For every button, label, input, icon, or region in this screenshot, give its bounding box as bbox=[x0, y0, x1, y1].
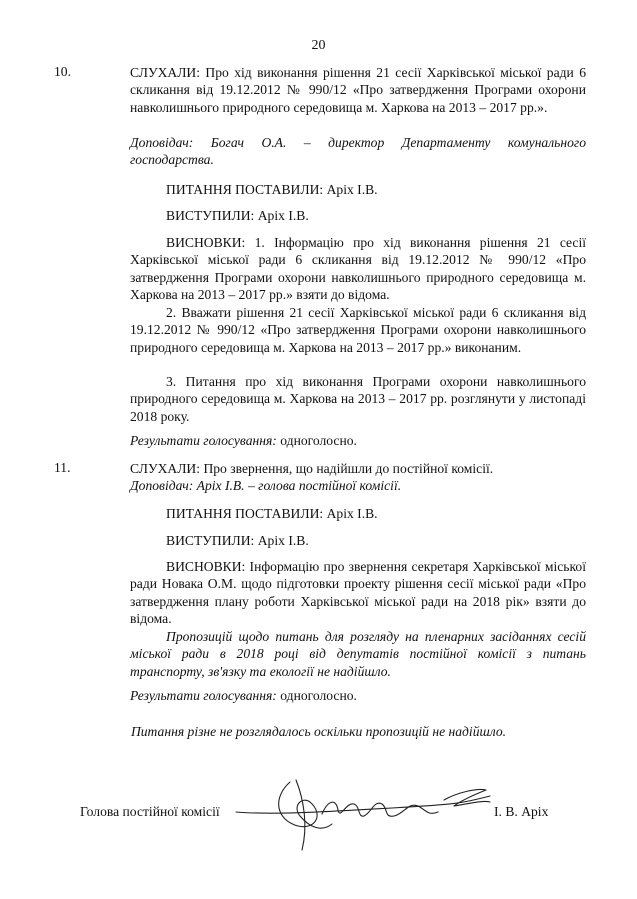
spoke-line bbox=[166, 532, 586, 549]
heard-paragraph bbox=[130, 460, 586, 477]
page-number: 20 bbox=[311, 38, 326, 53]
reporter-label: Доповідач: bbox=[130, 135, 194, 150]
vote-line bbox=[130, 432, 586, 449]
spoke-line bbox=[166, 207, 586, 224]
conclusion-paragraph bbox=[130, 234, 586, 304]
raised-text: Аріх І.В. bbox=[326, 506, 378, 521]
heard-label: СЛУХАЛИ: bbox=[130, 461, 201, 476]
spoke-text: Аріх І.В. bbox=[257, 533, 309, 548]
vote-line bbox=[130, 687, 586, 704]
raised-label: ПИТАННЯ ПОСТАВИЛИ: bbox=[166, 182, 324, 197]
conclusions-label: ВИСНОВКИ: bbox=[166, 559, 246, 574]
heard-label: СЛУХАЛИ: bbox=[130, 65, 201, 80]
raised-line bbox=[166, 505, 586, 522]
reporter-text: Аріх І.В. – голова постійної комісії. bbox=[196, 478, 402, 493]
raised-text: Аріх І.В. bbox=[326, 182, 378, 197]
raised-label: ПИТАННЯ ПОСТАВИЛИ: bbox=[166, 506, 324, 521]
vote-label: Результати голосування: bbox=[130, 433, 277, 448]
conclusion-paragraph: 3. Питання про хід виконання Програми охорони навколишнього природного середовища м. Харкова на 2013 – 2017 рр. розглянути у листопаді 2018 року. bbox=[130, 374, 586, 424]
conclusion-text: Інформацію про звернення секретаря Харківської міської ради Новака О.М. щодо підготовки проекту рішення сесії міської ради «Про затвердження плану роботи Харківської міської ради на 2018 рік» взяти до відома. bbox=[130, 559, 586, 627]
reporter-text: Богач О.А. – директор Департаменту комунального господарства. bbox=[130, 135, 586, 168]
reporter-paragraph bbox=[130, 477, 586, 494]
item-number: 11. bbox=[54, 460, 71, 475]
vote-text: одноголосно. bbox=[280, 688, 357, 703]
conclusion-paragraph: Пропозицій щодо питань для розгляду на пленарних засіданнях сесій міської ради в 2018 році від депутатів постійної комісії з питань транспорту, зв'язку та екології не надійшло. bbox=[130, 629, 586, 679]
heard-text: Про звернення, що надійшли до постійної комісії. bbox=[203, 461, 494, 476]
signature-name: І. В. Аріх bbox=[494, 804, 549, 819]
item-number: 10. bbox=[54, 64, 71, 79]
signature-label: Голова постійної комісії bbox=[80, 804, 220, 819]
spoke-label: ВИСТУПИЛИ: bbox=[166, 533, 255, 548]
conclusion-paragraph bbox=[130, 558, 586, 628]
heard-text: Про хід виконання рішення 21 сесії Харківської міської ради 6 скликання від 19.12.2012 № 990/12 «Про затвердження Програми охорони навколишнього природного середовища м. Харкова на 2013 – 2017 рр.». bbox=[130, 65, 586, 115]
conclusion-text: 1. Інформацію про хід виконання рішення 21 сесії Харківської міської ради 6 скликання від 19.12.2012 № 990/12 «Про затвердження Програми охорони навколишнього природного середовища м. Харкова на 2013 – 2017 рр.» взяти до відома. bbox=[130, 235, 586, 303]
conclusions-label: ВИСНОВКИ: bbox=[166, 235, 246, 250]
handwritten-signature-icon bbox=[232, 770, 494, 852]
reporter-paragraph bbox=[130, 134, 586, 169]
raised-line bbox=[166, 181, 586, 198]
spoke-text: Аріх І.В. bbox=[257, 208, 309, 223]
conclusion-paragraph: 2. Вважати рішення 21 сесії Харківської міської ради 6 скликання від 19.12.2012 № 990/12 «Про затвердження Програми охорони навколишнього природного середовища м. Харкова на 2013 – 2017 рр.» виконаним. bbox=[130, 305, 586, 355]
misc-note: Питання різне не розглядалось оскільки пропозицій не надійшло. bbox=[130, 724, 507, 739]
spoke-label: ВИСТУПИЛИ: bbox=[166, 208, 255, 223]
heard-paragraph bbox=[130, 64, 586, 116]
reporter-label: Доповідач: bbox=[130, 478, 194, 493]
vote-text: одноголосно. bbox=[280, 433, 357, 448]
vote-label: Результати голосування: bbox=[130, 688, 277, 703]
